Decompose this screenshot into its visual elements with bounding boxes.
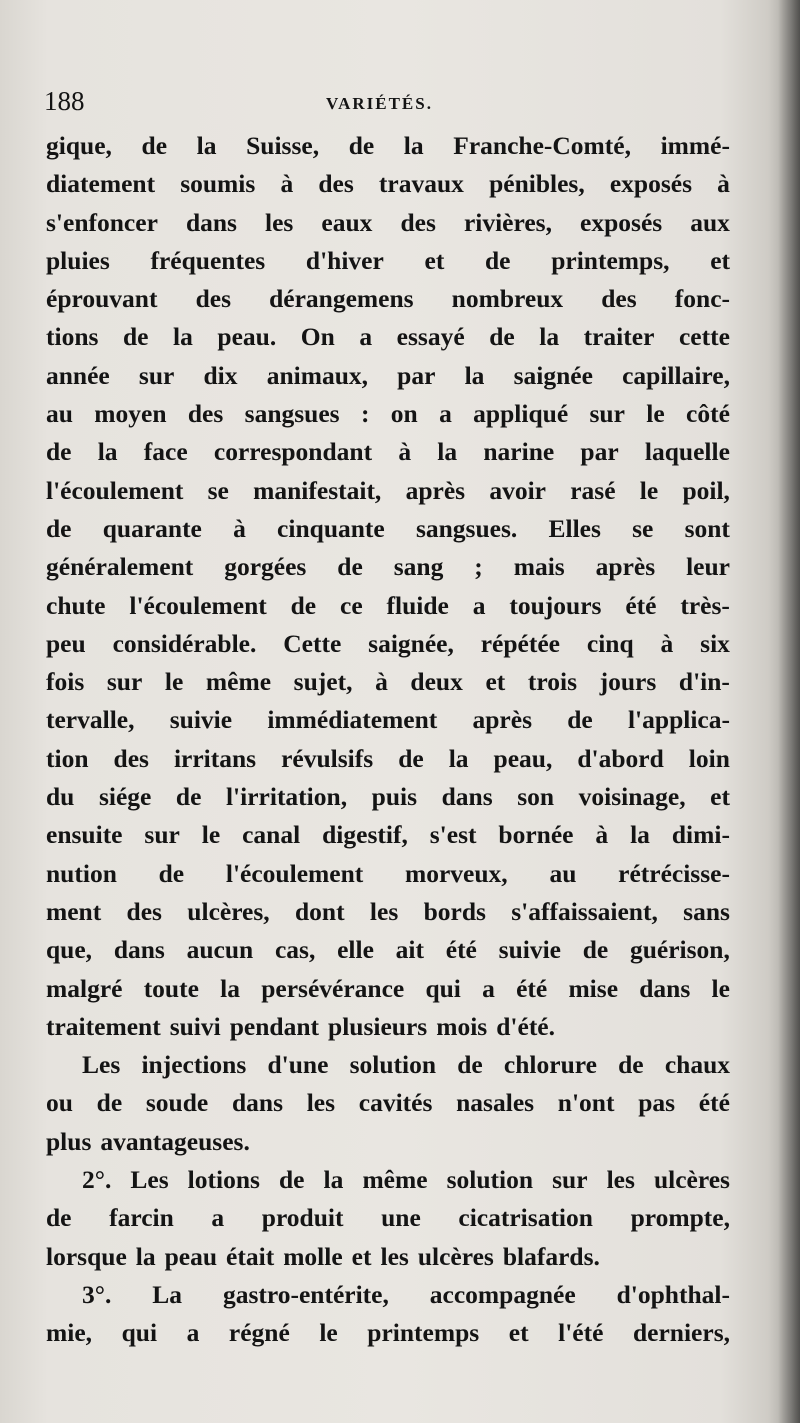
word: lotions [187,1165,260,1195]
word: peu [46,628,86,658]
text-line [46,1314,730,1352]
word: : [360,399,370,429]
word: de [141,131,168,160]
word: blafards. [502,1241,600,1271]
word: de [398,743,424,773]
word: sur [589,399,625,429]
word: eaux [321,207,373,237]
word: malgré [46,973,123,1003]
word: dans [441,782,493,812]
word: sans [683,896,730,926]
word: dimi- [671,820,730,850]
text-line [46,855,730,893]
word: rivières, [463,207,552,237]
word: de [618,1050,644,1080]
word: fréquentes [150,245,266,275]
word: canal [242,820,301,850]
word: 2°. [82,1165,112,1195]
text-line [46,127,730,165]
word: était [226,1241,275,1271]
word: de [290,590,317,620]
word: printemps, [551,245,670,275]
word: moyen [94,399,167,429]
word: sur [552,1165,588,1195]
word: cinquante [277,513,385,543]
word: chaux [664,1050,730,1080]
word: régné [228,1318,290,1348]
word: les [606,1165,635,1195]
word: et [424,245,445,275]
word: de [96,1088,123,1118]
word: se [632,513,654,543]
word: peau. [217,322,277,352]
word: ulcères, [187,896,270,926]
word: suivi [169,1011,221,1041]
word: quarante [102,513,202,543]
text-line [46,510,730,548]
word: été [445,935,477,965]
word: produit [261,1203,344,1233]
word: l'été [558,1318,604,1348]
word: de [457,1050,483,1080]
word: à [595,820,609,850]
word: sangsues. [415,513,518,543]
word: leur [686,552,730,582]
word: la [135,1241,156,1271]
word: s'enfoncer [46,207,158,237]
word: côté [686,399,730,429]
word: chlorure [503,1050,597,1080]
text-line [46,433,730,471]
word: sont [684,513,730,543]
word: dix [203,360,238,390]
text-line [46,893,730,931]
word: a [439,399,452,429]
word: des [187,399,224,429]
word: six [700,628,730,658]
word: dont [295,896,345,926]
word: mois [436,1011,488,1041]
word: été [625,590,657,620]
word: solution [446,1165,534,1195]
word: de [279,1165,305,1195]
word: cavités [358,1088,433,1118]
word: mais [513,552,565,582]
word: a [211,1203,225,1233]
word: printemps [367,1318,480,1348]
word: loin [688,743,730,773]
word: elle [337,935,374,965]
word: toujours [509,590,602,620]
word: Les [130,1165,169,1195]
word: qui [425,973,461,1003]
word: persévérance [261,973,405,1003]
word: immé- [660,131,730,160]
word: la [437,437,458,467]
word: a [482,973,495,1003]
word: Suisse, [246,131,320,160]
word: de [348,131,375,160]
text-line [46,778,730,816]
word: des [113,743,149,773]
word: après [595,552,656,582]
text-line [46,548,730,586]
word: très- [680,590,730,620]
word: digestif, [322,820,408,850]
text-line [46,1008,730,1046]
word: manifestait, [253,475,382,505]
word: les [306,1088,336,1118]
word: l'écoulement [46,475,184,505]
word: généralement [46,552,194,582]
word: de [489,322,515,352]
text-line [46,663,730,701]
word: les [265,207,294,237]
word: gorgées [224,552,307,582]
word: pendant [229,1011,320,1041]
word: rasé [570,475,616,505]
text-line [46,1161,730,1199]
page-gutter-shadow [778,0,800,1423]
word: fois [46,667,85,697]
word: et [485,667,506,697]
word: immédiatement [267,705,438,735]
word: peau [164,1241,218,1271]
text-line [46,165,730,203]
word: ait [395,935,424,965]
word: et [710,782,730,812]
word: été [698,1088,730,1118]
word: ; [474,552,483,582]
word: tion [46,743,89,773]
word: a [186,1318,200,1348]
word: cette [678,322,730,352]
word: fonc- [674,284,730,314]
word: de [175,782,202,812]
word: peau, [493,743,553,773]
word: accompagnée [429,1279,576,1309]
word: bords [423,896,486,926]
word: a [359,322,373,352]
text-line [46,1046,730,1084]
word: correspondant [213,437,373,467]
word: de [485,245,511,275]
word: animaux, [266,360,369,390]
text-line [46,587,730,625]
word: d'ophthal- [616,1279,730,1309]
word: révulsifs [281,743,374,773]
word: sur [144,820,180,850]
word: du [46,782,75,812]
text-line [46,701,730,739]
word: on [390,399,418,429]
word: puis [371,782,418,812]
word: tions [46,322,99,352]
word: appliqué [473,399,569,429]
word: la [403,131,424,160]
word: sangsues [244,399,340,429]
word: des [318,169,354,199]
word: et [710,245,730,275]
word: même [362,1165,428,1195]
word: au [549,858,577,888]
word: aucun [186,935,254,965]
word: plus [46,1126,92,1156]
word: jours [599,667,657,697]
word: narine [483,437,555,467]
word: année [46,360,110,390]
word: son [517,782,555,812]
text-line [46,395,730,433]
word: poil, [682,475,730,505]
text-line [46,625,730,663]
word: travaux [378,169,464,199]
word: ce [340,590,363,620]
text-line [46,472,730,510]
word: la [196,131,217,160]
word: dans [231,1088,283,1118]
word: été [516,973,548,1003]
word: la [220,973,240,1003]
word: d'hiver [305,245,384,275]
word: et [351,1241,372,1271]
text-line [46,1238,730,1276]
word: chute [46,590,106,620]
word: considérable. [112,628,257,658]
word: la [539,322,560,352]
word: le [201,820,221,850]
word: de [122,322,149,352]
word: à [717,169,730,199]
word: de [46,513,72,543]
word: dérangemens [269,284,414,314]
text-line [46,242,730,280]
word: de [46,437,72,467]
text-line [46,318,730,356]
word: cicatrisation [458,1203,593,1233]
word: par [580,437,619,467]
word: de [46,1203,72,1233]
word: répétée [480,628,560,658]
text-line [46,1084,730,1122]
word: le [639,475,659,505]
word: traiter [583,322,655,352]
word: sur [106,667,143,697]
word: rétrécisse- [618,858,730,888]
word: ensuite [46,820,123,850]
word: à [398,437,412,467]
word: face [143,437,188,467]
word: le [646,399,665,429]
text-line [46,280,730,318]
word: n'ont [557,1088,615,1118]
word: soumis [180,169,256,199]
word: solution [349,1050,437,1080]
word: cas, [274,935,316,965]
text-line [46,816,730,854]
word: pénibles, [489,169,585,199]
word: fluide [386,590,449,620]
word: pluies [46,245,110,275]
word: toute [143,973,199,1003]
word: même [205,667,272,697]
word: à [660,628,674,658]
word: après [405,475,466,505]
word: irritans [173,743,257,773]
running-head [44,86,734,122]
word: gique, [46,131,112,160]
word: sur [138,360,175,390]
word: voisinage, [578,782,686,812]
word: exposés [609,169,693,199]
word: d'été. [496,1011,556,1041]
word: farcin [109,1203,174,1233]
word: dans [639,973,691,1003]
word: gastro-entérite, [222,1279,389,1309]
word: et [508,1318,529,1348]
word: lorsque [46,1241,127,1271]
word: par [397,360,436,390]
word: au [46,399,73,429]
word: siége [98,782,152,812]
word: 3°. [82,1279,112,1309]
word: Franche-Comté, [453,131,631,160]
word: l'écoulement [129,590,267,620]
word: d'abord [577,743,664,773]
word: de [567,705,593,735]
word: a [472,590,486,620]
word: capillaire, [622,360,730,390]
word: Les [82,1050,121,1080]
word: des [195,284,231,314]
word: l'irritation, [225,782,348,812]
word: guérison, [629,935,730,965]
word: cinq [586,628,634,658]
word: des [126,896,162,926]
word: le [711,973,730,1003]
word: de [582,935,609,965]
word: ulcères [653,1165,730,1195]
body-text [46,127,730,1353]
word: l'applica- [627,705,730,735]
word: les [369,896,399,926]
word: qui [121,1318,158,1348]
text-line [46,1276,730,1314]
word: mise [568,973,619,1003]
word: après [472,705,532,735]
word: la [464,360,485,390]
word: d'in- [678,667,730,697]
text-line [46,357,730,395]
word: que, [46,935,93,965]
word: avoir [489,475,546,505]
word: à [233,513,246,543]
running-title: VARIÉTÉS. [326,94,433,113]
word: de [337,552,363,582]
word: suivie [498,935,561,965]
word: sujet, [293,667,353,697]
word: nution [46,858,117,888]
word: tervalle, [46,705,135,735]
word: molle [283,1241,343,1271]
word: trois [527,667,577,697]
word: à [280,169,294,199]
word: deux [410,667,463,697]
word: saignée, [368,628,454,658]
word: à [375,667,388,697]
word: injections [141,1050,247,1080]
word: ou [46,1088,73,1118]
word: d'une [267,1050,329,1080]
word: nasales [456,1088,535,1118]
text-line [46,740,730,778]
word: exposés [580,207,663,237]
word: prompte, [630,1203,730,1233]
word: essayé [396,322,465,352]
word: une [381,1203,421,1233]
word: laquelle [644,437,730,467]
word: ulcères [417,1241,494,1271]
word: Cette [283,628,342,658]
text-line [46,204,730,242]
word: dans [113,935,165,965]
text-line [46,970,730,1008]
word: bornée [498,820,574,850]
text-line [46,1199,730,1237]
word: soude [145,1088,209,1118]
word: se [207,475,229,505]
text-line [46,931,730,969]
word: suivie [169,705,233,735]
word: saignée [513,360,593,390]
word: dans [185,207,237,237]
word: la [97,437,118,467]
word: s'affaissaient, [511,896,658,926]
word: nombreux [451,284,564,314]
text-line [46,1123,730,1161]
word: le [319,1318,338,1348]
page-number: 188 [44,86,85,116]
word: derniers, [632,1318,730,1348]
word: de [158,858,185,888]
word: traitement [46,1011,161,1041]
word: la [173,322,193,352]
word: s'est [429,820,477,850]
word: Elles [548,513,601,543]
word: aux [690,207,730,237]
word: sang [393,552,444,582]
word: la [448,743,469,773]
word: morveux, [405,858,508,888]
word: les [380,1241,409,1271]
word: des [400,207,436,237]
word: pas [638,1088,676,1118]
word: mie, [46,1318,93,1348]
word: La [152,1279,183,1309]
word: avantageuses. [100,1126,250,1156]
word: la [630,820,650,850]
word: l'écoulement [225,858,364,888]
word: On [300,322,335,352]
word: ment [46,896,102,926]
word: la [323,1165,344,1195]
word: des [601,284,637,314]
word: plusieurs [328,1011,428,1041]
word: diatement [46,169,156,199]
word: éprouvant [46,284,158,314]
word: le [164,667,184,697]
